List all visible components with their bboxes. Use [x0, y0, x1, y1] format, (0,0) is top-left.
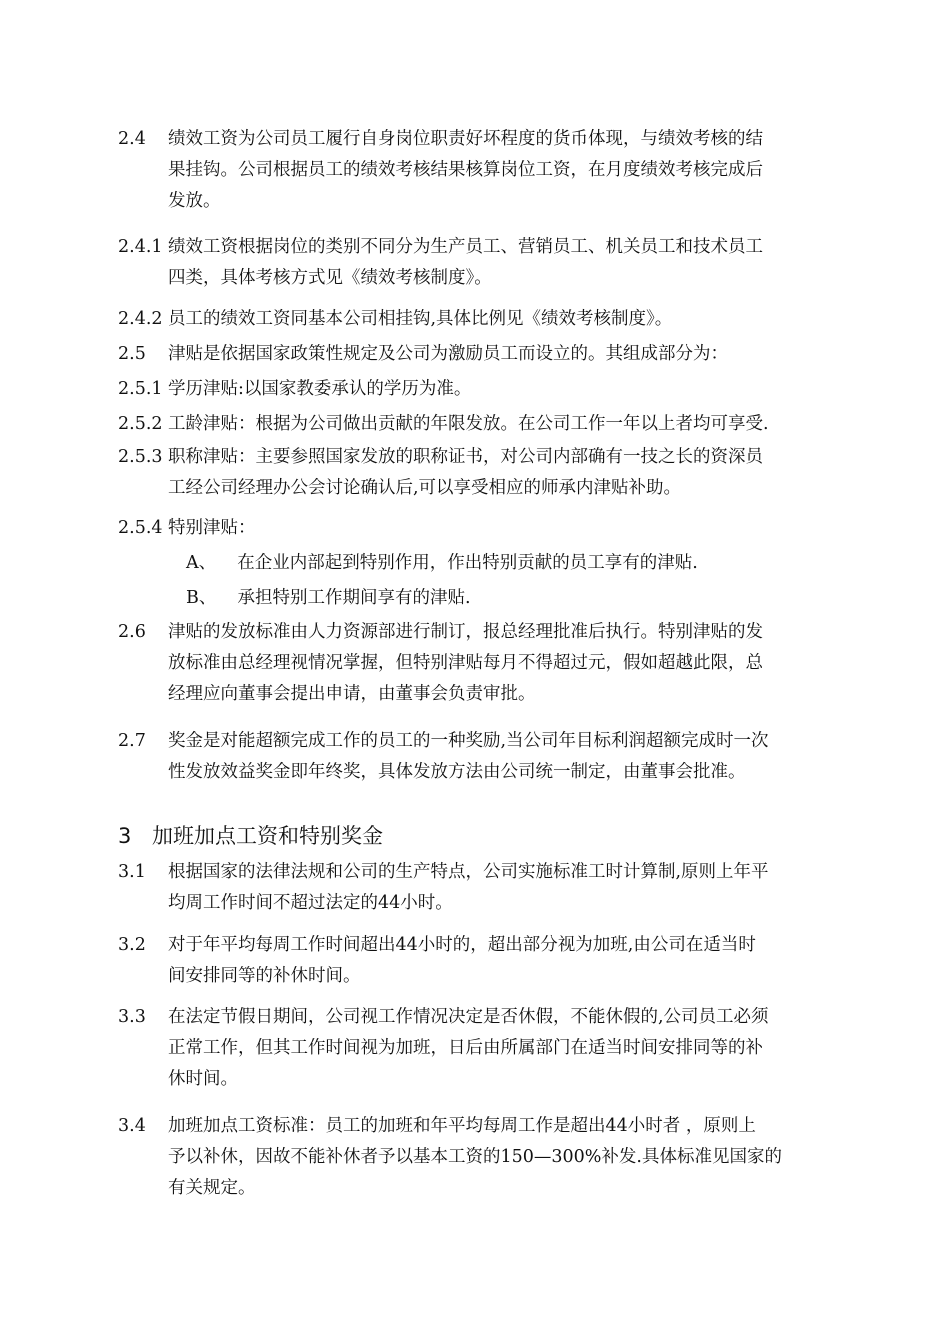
clause-line: 津贴是依据国家政策性规定及公司为激励员工而设立的。其组成部分为：: [168, 344, 728, 364]
clause-line: 四类，具体考核方式见《绩效考核制度》。: [168, 268, 492, 288]
clause-number: 3.2: [118, 935, 146, 955]
clause-number: 2.4: [118, 129, 146, 149]
clause-line: 奖金是对能超额完成工作的员工的一种奖励,当公司年目标利润超额完成时一次: [168, 731, 769, 751]
clause-line: 津贴的发放标准由人力资源部进行制订，报总经理批准后执行。特别津贴的发: [168, 622, 763, 642]
sub-item-b: [186, 583, 471, 614]
clause-line: 正常工作，但其工作时间视为加班，日后由所属部门在适当时间安排同等的补: [168, 1038, 763, 1058]
clause-line: 性发放效益奖金即年终奖，具体发放方法由公司统一制定，由董事会批准。: [168, 762, 746, 782]
clause-number: 2.6: [118, 622, 146, 642]
clause-number: 3.4: [118, 1116, 146, 1136]
clause-number: 2.5.1: [118, 379, 163, 399]
clause-line: 有关规定。: [168, 1178, 256, 1198]
clause-line: 发放。: [168, 191, 221, 211]
clause-number: 2.5.4: [118, 518, 163, 538]
clause-line: 工经公司经理办公会讨论确认后,可以享受相应的师承内津贴补助。: [168, 478, 682, 498]
clause-number: 3.1: [118, 862, 146, 882]
section-number: 3: [118, 824, 132, 848]
clause-line: 加班加点工资标准：员工的加班和年平均每周工作是超出44小时者 ，原则上: [168, 1116, 756, 1136]
sub-item-marker: B、: [186, 588, 217, 608]
clause-line: 予以补休，因故不能补休者予以基本工资的150—300%补发.具体标准见国家的: [168, 1147, 782, 1167]
clause-line: 绩效工资为公司员工履行自身岗位职责好坏程度的货币体现，与绩效考核的结: [168, 129, 763, 149]
clause-line: 工龄津贴：根据为公司做出贡献的年限发放。在公司工作一年以上者均可享受.: [168, 414, 769, 434]
clause-number: 2.7: [118, 731, 146, 751]
clause-line: 特别津贴：: [168, 518, 256, 538]
clause-line: 果挂钩。公司根据员工的绩效考核结果核算岗位工资，在月度绩效考核完成后: [168, 160, 763, 180]
clause-number: 2.4.2: [118, 309, 163, 329]
section-heading: [118, 820, 383, 852]
sub-item-marker: A、: [186, 553, 217, 573]
clause-line: 员工的绩效工资同基本公司相挂钩,具体比例见《绩效考核制度》。: [168, 309, 673, 329]
sub-item-text: 承担特别工作期间享有的津贴.: [237, 588, 471, 608]
sub-item-a: [186, 548, 698, 579]
section-title: 加班加点工资和特别奖金: [152, 824, 383, 848]
clause-number: 2.4.1: [118, 237, 163, 257]
clause-line: 均周工作时间不超过法定的44小时。: [168, 893, 453, 913]
clause-line: 休时间。: [168, 1069, 238, 1089]
sub-item-text: 在企业内部起到特别作用，作出特别贡献的员工享有的津贴.: [237, 553, 698, 573]
clause-number: 2.5.2: [118, 414, 163, 434]
clause-line: 对于年平均每周工作时间超出44小时的，超出部分视为加班,由公司在适当时: [168, 935, 756, 955]
clause-number: 2.5: [118, 344, 146, 364]
clause-line: 根据国家的法律法规和公司的生产特点，公司实施标准工时计算制,原则上年平: [168, 862, 769, 882]
clause-line: 在法定节假日期间，公司视工作情况决定是否休假，不能休假的,公司员工必须: [168, 1007, 769, 1027]
clause-line: 经理应向董事会提出申请，由董事会负责审批。: [168, 684, 536, 704]
clause-line: 职称津贴：主要参照国家发放的职称证书，对公司内部确有一技之长的资深员: [168, 447, 763, 467]
clause-number: 3.3: [118, 1007, 146, 1027]
clause-number: 2.5.3: [118, 447, 163, 467]
clause-line: 放标准由总经理视情况掌握，但特别津贴每月不得超过元，假如超越此限，总: [168, 653, 763, 673]
clause-line: 绩效工资根据岗位的类别不同分为生产员工、营销员工、机关员工和技术员工: [168, 237, 763, 257]
clause-line: 学历津贴:以国家教委承认的学历为准。: [168, 379, 472, 399]
clause-line: 间安排同等的补休时间。: [168, 966, 361, 986]
